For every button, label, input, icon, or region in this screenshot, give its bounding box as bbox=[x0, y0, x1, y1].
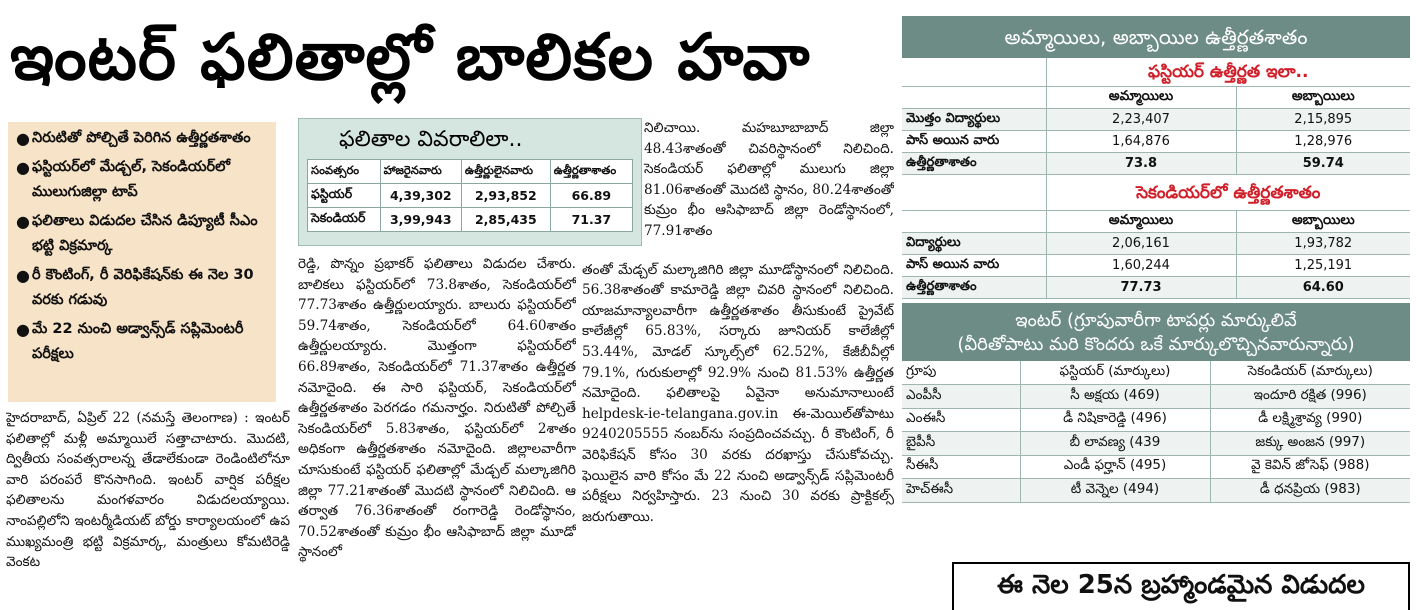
toppers-row: హెచ్ఈసీ టీ వెన్నెల (494) డీ ధనప్రియ (983) bbox=[902, 479, 1410, 503]
article-column-3 bbox=[582, 118, 894, 594]
second-year-heading: సెకండియర్‌లో ఉత్తీర్ణతశాతం bbox=[1046, 175, 1410, 211]
results-header: ఉత్తీర్ణులైనవారు bbox=[461, 160, 550, 184]
bullet-icon: ● bbox=[16, 212, 30, 231]
results-cell: సెకండియర్ bbox=[308, 208, 381, 232]
toppers-row: సీఈసీ ఎండీ ఫర్హాన్ (495) వై కెవిన్ జోసెఫ్ (988) bbox=[902, 455, 1410, 479]
bullet-icon: ● bbox=[16, 266, 30, 285]
bullet-icon: ● bbox=[16, 129, 30, 148]
girls-column-header: అమ్మాయిలు bbox=[1046, 211, 1236, 233]
first-year-row: మొత్తం విద్యార్థులు 2,23,407 2,15,895 bbox=[902, 109, 1410, 131]
toppers-header: గ్రూపు bbox=[902, 361, 1020, 385]
first-year-table bbox=[902, 58, 1410, 299]
boys-column-header: అబ్బాయిలు bbox=[1236, 87, 1410, 109]
boys-column-header: అబ్బాయిలు bbox=[1236, 211, 1410, 233]
toppers-row: బైపీసీ బీ లావణ్య (439 జక్కు అంజన (997) bbox=[902, 432, 1410, 456]
gender-panel-title: అమ్మాయిలు, అబ్బాయిల ఉత్తీర్ణతశాతం bbox=[902, 16, 1410, 58]
first-year-row: ఉత్తీర్ణతాశాతం 73.8 59.74 bbox=[902, 153, 1410, 175]
results-cell: 4,39,302 bbox=[380, 184, 461, 208]
highlight-item: ● మే 22 నుంచి అడ్వాన్స్‌డ్ సప్లిమెంటరీ పరీక్షలు bbox=[14, 317, 270, 367]
results-cell: 3,99,943 bbox=[380, 208, 461, 232]
bullet-icon: ● bbox=[16, 320, 30, 339]
gender-results-panel bbox=[902, 16, 1410, 503]
headline: ఇంటర్ ఫలితాల్లో బాలికల హవా bbox=[10, 21, 811, 95]
second-year-row: విద్యార్థులు 2,06,161 1,93,782 bbox=[902, 233, 1410, 255]
toppers-title: ఇంటర్ (గ్రూపువారీగా టాపర్లు మార్కులివే (వీరితోపాటు మరి కొందరు ఒకే మార్కులొచ్చినవారున్నారు) bbox=[902, 303, 1410, 361]
results-title: ఫలితాల వివరాలిలా.. bbox=[339, 127, 523, 152]
results-cell: 2,85,435 bbox=[461, 208, 550, 232]
girls-column-header: అమ్మాయిలు bbox=[1046, 87, 1236, 109]
results-header: సంవత్సరం bbox=[308, 160, 381, 184]
article-column-3-rest: తంతో మేడ్చల్ మల్కాజిగిరి జిల్లా మూడోస్థానంలో నిలిచింది. 56.38శాతంతో కామారెడ్డి జిల్లా చివరి స్థానంలో నిలిచింది. యాజమాన్యాలవారీగా ఉత్తీర్ణతశాతం తీసుకుంటే ప్రైవేట్ కాలేజీల్లో 65.83%, సర్కారు జూనియర్ కాలేజీల్లో 53.44%, మోడల్ స్కూల్స్‌లో 62.52%, కేజీబీవీల్లో 79.1%, గురుకులాల్లో 92.9% నుంచి 81.53% ఉత్తీర్ణత నమోదైంది. ఫలితాలపై ఏవైనా అనుమానాలుంటే helpdesk-ie-telangana.gov.in ఈ-మెయిల్‌తోపాటు 9240205555 నంబర్‌ను సంప్రదించవచ్చు. రీ కౌంటింగ్, రీ వెరిఫికేషన్ కోసం 30 వరకు దరఖాస్తు చేసుకోవచ్చు. ఫెయిలైన వారి కోసం మే 22 నుంచి అడ్వాన్స్‌డ్ సప్లిమెంటరీ పరీక్షలు నిర్వహిస్తారు. 23 నుంచి 30 వరకు ప్రాక్టికల్స్ జరుగుతాయి. bbox=[582, 261, 894, 525]
toppers-header: ఫస్టియర్ (మార్కులు) bbox=[1020, 361, 1210, 385]
results-cell: 71.37 bbox=[550, 208, 632, 232]
bullet-icon: ● bbox=[16, 158, 30, 177]
results-cell: ఫస్టియర్ bbox=[308, 184, 381, 208]
first-year-heading: ఫస్టియర్ ఉత్తీర్ణత ఇలా.. bbox=[1046, 58, 1410, 87]
highlight-item: ● నిరుటితో పోల్చితే పెరిగిన ఉత్తీర్ణతశాతం bbox=[14, 126, 270, 151]
toppers-table bbox=[902, 361, 1410, 503]
results-header: ఉత్తీర్ణతాశాతం bbox=[550, 160, 632, 184]
article-column-3-top: నిలిచాయి. మహబూబాబాద్ జిల్లా 48.43శాతంతో చివరిస్థానంలో నిలిచింది. సెకండియర్ ఫలితాల్లో ములుగు జిల్లా 81.06శాతంతో మొదటి స్థానం, 80.24శాతంతో కుమ్రం భీం ఆసిఫాబాద్ జిల్లా రెండోస్థానంలో, 77.91శాతం bbox=[644, 120, 894, 239]
toppers-row: ఎంపీసీ సీ అక్షయ (469) ఇందూరి రక్షిత (996) bbox=[902, 385, 1410, 409]
highlight-item: ● ఫస్టియర్‌లో మేడ్చల్, సెకండియర్‌లో ములుగుజిల్లా టాప్ bbox=[14, 155, 270, 205]
results-cell: 66.89 bbox=[550, 184, 632, 208]
article-column-2: రెడ్డి, పొన్నం ప్రభాకర్ ఫలితాలు విడుదల చేశారు. బాలికలు ఫస్టియర్‌లో 73.8శాతం, సెకండియర్‌లో 77.73శాతం ఉత్తీర్ణులయ్యారు. బాలురు ఫస్టియర్‌లో 59.74శాతం, సెకండియర్‌లో 64.60శాతం ఉత్తీర్ణులయ్యారు. మొత్తంగా ఫస్టియర్‌లో 66.89శాతం, సెకండియర్‌లో 71.37శాతం ఉత్తీర్ణత నమోదైంది. ఈ సారి ఫస్టియర్, సెకండియర్‌లో ఉత్తీర్ణతశాతం పెరగడం గమనార్హం. నిరుటితో పోల్చితే సెకండియర్‌లో 5.83శాతం, ఫస్టియర్‌లో 2శాతం అధికంగా ఉత్తీర్ణతశాతం నమోదైంది. జిల్లాలవారీగా చూసుకుంటే ఫస్టియర్ ఫలితాల్లో మేడ్చల్ మల్కాజిగిరి జిల్లా 77.21శాతంతో మొదటి స్థానంలో నిలిచింది. ఆ తర్వాత 76.36శాతంతో రంగారెడ్డి రెండోస్థానం, 70.52శాతంతో కుమ్రం భీం ఆసిఫాబాద్ జిల్లా మూడో స్థానంలో bbox=[298, 256, 576, 561]
toppers-row: ఎంఈసీ డీ నిషికారెడ్డి (496) డీ లక్ష్మిశ్రావ్య (990) bbox=[902, 408, 1410, 432]
highlights-box bbox=[8, 122, 276, 402]
first-year-row: పాస్ అయిన వారు 1,64,876 1,28,976 bbox=[902, 131, 1410, 153]
results-cell: 2,93,852 bbox=[461, 184, 550, 208]
promo-banner: ఈ నెల 25న బ్రహ్మాండమైన విడుదల bbox=[952, 562, 1410, 610]
highlight-item: ● రీ కౌంటింగ్, రీ వెరిఫికేషన్‌కు ఈ నెల 30 వరకు గడువు bbox=[14, 263, 270, 313]
second-year-row: పాస్ అయిన వారు 1,60,244 1,25,191 bbox=[902, 255, 1410, 277]
second-year-row: ఉత్తీర్ణతాశాతం 77.73 64.60 bbox=[902, 277, 1410, 299]
toppers-header-row bbox=[902, 361, 1410, 385]
toppers-header: సెకండియర్ (మార్కులు) bbox=[1210, 361, 1410, 385]
article-column-1: హైదరాబాద్, ఏప్రిల్ 22 (నమస్తే తెలంగాణ) : ఇంటర్ ఫలితాల్లో మళ్లీ అమ్మాయిలే సత్తాచాటారు. మొదటి, ద్వితీయ సంవత్సరాలన్న తేడాలేకుండా రెండింటిలోనూ వారి పరంపరే కొనసాగింది. ఇంటర్ వార్షిక పరీక్షల ఫలితాలను మంగళవారం విడుదలయ్యాయి. నాంపల్లిలోని ఇంటర్మీడియట్ బోర్డు కార్యాలయంలో ఉప ముఖ్యమంత్రి భట్టి విక్రమార్క, మంత్రులు కోమటిరెడ్డి వెంకట bbox=[6, 410, 290, 571]
highlight-item: ● ఫలితాలు విడుదల చేసిన డిప్యూటీ సీఎం భట్టి విక్రమార్క bbox=[14, 209, 270, 259]
results-header: హాజరైనవారు bbox=[380, 160, 461, 184]
